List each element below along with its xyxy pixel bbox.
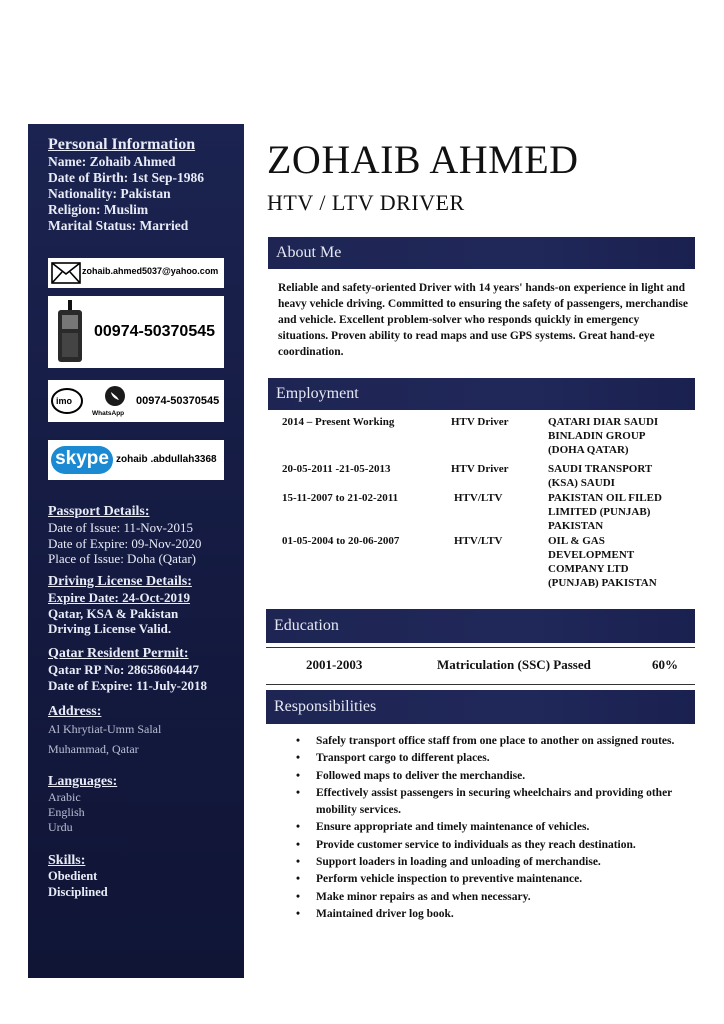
skills-heading: Skills: [48,853,86,868]
envelope-icon [51,261,81,285]
personal-dob: Date of Birth: 1st Sep-1986 [48,170,204,185]
list-item: • Ensure appropriate and timely maintenance of vehicles. [296,819,696,836]
language-item: Arabic [48,790,81,804]
license-section [48,574,234,637]
employment-role: HTV/LTV [454,492,503,504]
languages-heading: Languages: [48,774,118,789]
candidate-name: ZOHAIB AHMED [267,137,579,182]
imo-label: imo [56,396,73,406]
skype-id: zohaib .abdullah3368 [116,454,217,465]
personal-info-heading: Personal Information [48,136,196,153]
personal-marital: Marital Status: Married [48,218,189,233]
list-item: • Effectively assist passengers in securing wheelchairs and providing other mobility services. [296,785,696,820]
skype-icon: skype [51,446,113,474]
list-item: • Make minor repairs as and when necessary. [296,889,696,906]
phone-text: 00974-50370545 [94,323,216,340]
passport-section [48,504,234,567]
skill-item: Disciplined [48,884,108,899]
employment-period: 2014 – Present Working [282,416,395,428]
languages-section [48,774,234,835]
license-heading: Driving License Details: [48,574,192,589]
employment-company: PAKISTAN OIL FILED LIMITED (PUNJAB) PAKISTAN [548,492,662,532]
list-item: • Safely transport office staff from one place to another on assigned routes. [296,733,696,750]
email-box[interactable] [48,258,224,288]
passport-heading: Passport Details: [48,504,150,519]
employment-period: 15-11-2007 to 21-02-2011 [282,492,399,504]
mobile-phone-icon [54,300,88,364]
employment-company: SAUDI TRANSPORT (KSA) SAUDI [548,463,653,489]
list-item: • Maintained driver log book. [296,906,696,923]
list-item: • Transport cargo to different places. [296,750,696,767]
education-score: 60% [652,657,678,672]
list-item: • Support loaders in loading and unloading of merchandise. [296,854,696,871]
address-line1: Al Khrytiat-Umm Salal [48,722,162,736]
address-section [48,704,234,757]
license-line2: Qatar, KSA & Pakistan [48,605,179,621]
address-heading: Address: [48,704,102,719]
list-item: • Followed maps to deliver the merchandise. [296,768,696,785]
language-item: English [48,805,85,819]
employment-company: OIL & GAS DEVELOPMENT COMPANY LTD (PUNJAB) PAKISTAN [548,535,657,589]
license-expire: Expire Date: 24-Oct-2019 [48,590,191,605]
permit-section [48,646,234,693]
education-years: 2001-2003 [306,657,363,672]
employment-period: 01-05-2004 to 20-06-2007 [282,535,400,547]
employment-role: HTV Driver [451,416,509,428]
sidebar [28,124,244,978]
license-line3: Driving License Valid. [48,621,172,636]
phone-box[interactable] [48,296,224,368]
employment-heading: Employment [268,378,695,410]
responsibilities-list [296,733,696,923]
about-heading: About Me [268,237,695,269]
messaging-box[interactable] [48,380,224,422]
whatsapp-label: WhatsApp [92,410,125,417]
passport-expire: Date of Expire: 09-Nov-2020 [48,535,202,551]
about-text: Reliable and safety-oriented Driver with 14 years' hands-on experience in light and heavy vehicle driving. Committed to ensuring the safety of passengers, merchandise and vehicle. Excellent problem-solver who responds quickly in emergency situations. Proven ability to read maps and use GPS systems. Great hand-eye coordination. [278,282,688,358]
permit-expire: Date of Expire: 11-July-2018 [48,677,207,693]
passport-place: Place of Issue: Doha (Qatar) [48,551,196,566]
language-item: Urdu [48,820,73,834]
skype-box[interactable] [48,440,224,480]
personal-religion: Religion: Muslim [48,202,149,217]
responsibilities-heading: Responsibilities [266,690,695,724]
email-text: zohaib.ahmed5037@yahoo.com [82,266,219,276]
permit-rp: Qatar RP No: 28658604447 [48,662,200,677]
education-degree: Matriculation (SSC) Passed [437,657,591,672]
candidate-title: HTV / LTV DRIVER [267,190,465,215]
whatsapp-icon [104,385,126,407]
employment-role: HTV/LTV [454,535,503,547]
employment-company: QATARI DIAR SAUDI BINLADIN GROUP (DOHA QATAR) [548,416,659,456]
passport-issue: Date of Issue: 11-Nov-2015 [48,520,194,535]
permit-heading: Qatar Resident Permit: [48,646,189,661]
personal-info-section [48,136,234,234]
personal-name: Name: Zohaib Ahmed [48,154,176,169]
employment-period: 20-05-2011 -21-05-2013 [282,463,391,475]
imo-whatsapp-number: 00974-50370545 [136,395,220,407]
employment-role: HTV Driver [451,463,509,475]
address-line2: Muhammad, Qatar [48,742,139,756]
skills-section [48,853,234,900]
list-item: • Perform vehicle inspection to preventive maintenance. [296,871,696,888]
list-item: • Provide customer service to individuals as they reach destination. [296,837,696,854]
skill-item: Obedient [48,869,98,883]
education-heading: Education [266,609,695,643]
personal-nationality: Nationality: Pakistan [48,186,171,201]
